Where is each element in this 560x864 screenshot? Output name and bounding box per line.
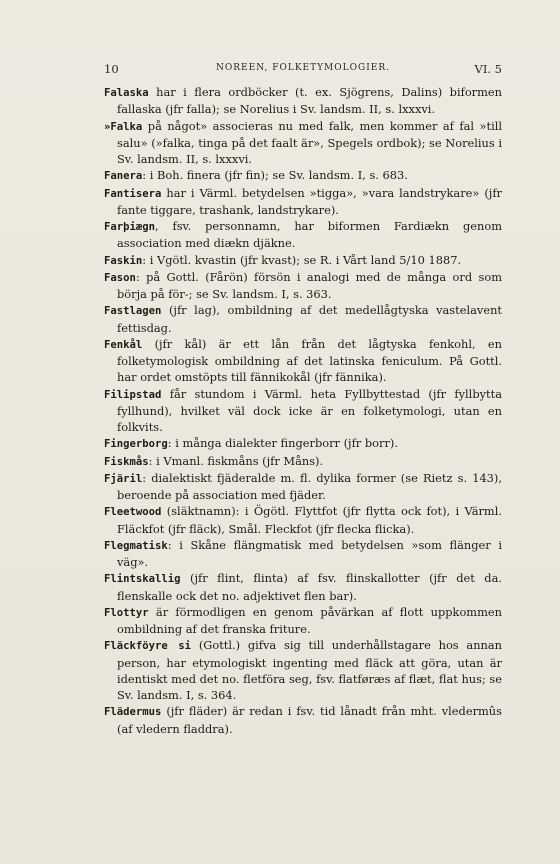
entry-fladermus (104, 703, 502, 737)
entry-headword: Fläckföyre si (104, 640, 192, 653)
running-title: NOREEN, FOLKETYMOLOGIER. (216, 63, 390, 73)
entry-headword: Falaska (104, 87, 149, 99)
entry-fleetwood (104, 503, 502, 537)
page-header (104, 62, 502, 80)
entry-falaska (104, 84, 502, 118)
entry-headword: Fastlagen (104, 305, 162, 318)
entry-text: : på Gottl. (Fårön) försön i analogi med de många ord som börja på för-; se Sv. landsm. I, s. 363. (117, 269, 502, 301)
entry-headword: Flottyr (104, 606, 149, 619)
page-number: 10 (104, 62, 119, 76)
entry-flintskallig (104, 570, 502, 604)
entry-text: på något» associeras nu med falk, men kommer af fal »till salu» (»falka, tinga på det faalt är», Spegels ordbok); se Norelius i Sv. landsm. II, s. lxxxvi. (117, 118, 502, 166)
entry-text: har i Värml. betydelsen »tigga», »vara landstrykare» (jfr fante tiggare, trashank, landstrykare). (117, 185, 502, 217)
entry-flegmatisk (104, 537, 502, 571)
entry-fenkal (104, 336, 502, 386)
entry-headword: Fanera (104, 170, 143, 183)
entry-headword: Flädermus (104, 706, 162, 719)
entry-fantisera (104, 185, 502, 219)
entry-headword: Fenkål (104, 338, 143, 351)
entry-farthiaegn (104, 218, 502, 252)
entry-text: (Gottl.) gifva sig till underhållstagare hos annan person, har etymologiskt ingenting med fläck att göra, utan är identiskt med det no. fletföra seg, fsv. flatføræs af flæt, flat hus; se Sv. landsm. I, s. 364. (117, 638, 503, 702)
entry-headword: Fjäril (104, 472, 143, 485)
entry-headword: Faskin (104, 254, 143, 267)
entry-text: (släktnamn): i Ögötl. Flyttfot (jfr flytta ock fot), i Värml. Fläckfot (jfr fläck), Smål. Fleckfot (jfr flecka flicka). (117, 504, 502, 536)
entry-flackfoyre (104, 637, 502, 703)
entry-filipstad (104, 386, 502, 436)
section-number: VI. 5 (474, 62, 502, 76)
entry-headword: Farþiægn (104, 221, 156, 233)
entry-text: : i Boh. finera (jfr fin); se Sv. landsm. I, s. 683. (142, 168, 408, 183)
entry-text: : i många dialekter fingerborr (jfr borr). (167, 436, 398, 451)
entry-flottyr (104, 604, 502, 638)
entry-headword: Fingerborg (104, 438, 168, 451)
entry-text: (jfr kål) är ett lån från det lågtyska fenkohl, en folketymologisk ombildning af det latinska feniculum. På Gottl. har ordet omstöpts till fännikokål (jfr fännika). (117, 336, 502, 385)
entry-headword: Fleetwood (104, 506, 162, 519)
entry-fanera (104, 167, 502, 184)
entry-text: : i Skåne flängmatisk med betydelsen »som flänger i väg». (117, 537, 502, 569)
entry-text: : i Vmanl. fiskmåns (jfr Måns). (148, 453, 324, 468)
entry-headword: Flegmatisk (104, 539, 168, 552)
entry-headword: Flintskallig (104, 573, 181, 586)
entry-headword: Filipstad (104, 388, 162, 401)
entry-headword: Fiskmås (104, 455, 149, 468)
entry-text: (jfr fläder) är redan i fsv. tid lånadt från mht. vledermûs (af vledern fladdra). (117, 704, 502, 736)
entry-fason (104, 269, 502, 303)
entry-falka (104, 118, 502, 168)
entry-text: (jfr lag), ombildning af det medellågtyska vastelavent fettisdag. (117, 303, 502, 335)
entry-headword: Fantisera (104, 187, 162, 200)
entry-text: är förmodligen en genom påvärkan af flott uppkommen ombildning af det franska friture. (117, 604, 502, 636)
entry-fiskmas (104, 453, 502, 470)
entry-text: : i Vgötl. kvastin (jfr kvast); se R. i Vårt land 5/10 1887. (142, 252, 462, 267)
entry-text: får stundom i Värml. heta Fyllbyttestad (jfr fyllbytta fyllhund), hvilket väl dock icke är en folketymologi, utan en folkvits. (117, 386, 502, 434)
entry-fingerborg (104, 435, 502, 452)
entry-text: : dialektiskt fjäderalde m. fl. dylika former (se Rietz s. 143), beroende på association med fjäder. (117, 470, 502, 502)
entry-faskin (104, 252, 502, 269)
entry-text: (jfr flint, flinta) af fsv. flinskallotter (jfr det da. flenskalle ock det no. adjektivet flen bar). (117, 571, 502, 603)
entry-fastlagen (104, 302, 502, 336)
entry-text: har i flera ordböcker (t. ex. Sjögrens, Dalins) biformen fallaska (jfr falla); se Norelius i Sv. landsm. II, s. lxxxvi. (117, 85, 502, 117)
entry-text: , fsv. personnamn, har biformen Fardiækn genom association med diækn djäkne. (117, 219, 502, 251)
entry-headword: »Falka (104, 120, 143, 133)
page-body (104, 84, 502, 737)
entry-headword: Fason (104, 271, 136, 284)
entry-fjaril (104, 470, 502, 504)
